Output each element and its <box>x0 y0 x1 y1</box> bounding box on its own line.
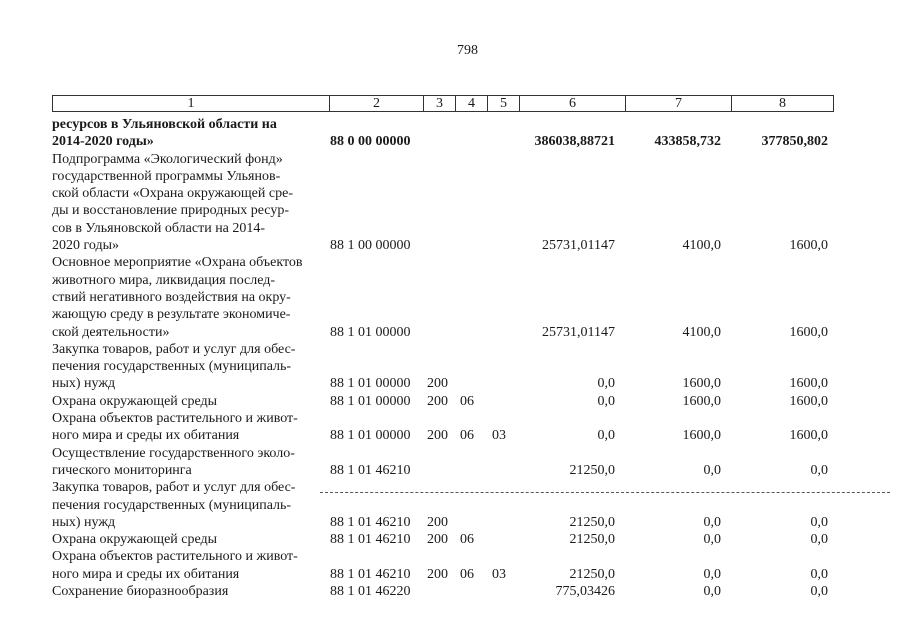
row-value-7: 0,0 <box>703 566 721 582</box>
row-value-6: 0,0 <box>597 393 615 409</box>
row-value-8: 0,0 <box>810 514 828 530</box>
row-value-8: 377850,802 <box>761 134 828 150</box>
row-code: 88 1 01 00000 <box>330 324 411 340</box>
header-row <box>53 96 834 112</box>
page-number: 798 <box>457 43 478 58</box>
row-code: 88 1 01 46210 <box>330 532 411 548</box>
table-row <box>52 445 833 480</box>
header-col-2: 2 <box>330 96 424 112</box>
row-value-6: 21250,0 <box>569 462 615 478</box>
row-name: Охрана окружающей среды <box>52 532 218 548</box>
row-value-6: 21250,0 <box>569 514 615 530</box>
row-col-3: 200 <box>427 566 448 582</box>
table-row <box>52 254 833 340</box>
row-code: 88 1 01 00000 <box>330 393 411 409</box>
row-value-6: 0,0 <box>597 428 615 444</box>
table-row <box>52 151 833 255</box>
row-name: Подпрограмма «Экологический фонд» государственной программы Ульянов- ской области «Охрана окружающей сре- ды и восстановление природных ресур- сов в Ульяновской области на 2014- 2020 годы» <box>52 151 293 254</box>
row-name: ресурсов в Ульяновской области на 2014-2020 годы» <box>52 117 277 150</box>
row-value-7: 1600,0 <box>682 428 721 444</box>
row-value-8: 1600,0 <box>789 428 828 444</box>
table-row <box>52 410 833 445</box>
row-value-7: 4100,0 <box>682 238 721 254</box>
row-col-5: 03 <box>492 428 506 444</box>
table-row <box>52 393 833 410</box>
row-value-7: 0,0 <box>703 514 721 530</box>
row-col-3: 200 <box>427 428 448 444</box>
row-value-7: 1600,0 <box>682 393 721 409</box>
row-value-8: 0,0 <box>810 584 828 600</box>
table-row <box>52 341 833 393</box>
row-value-7: 0,0 <box>703 462 721 478</box>
row-value-6: 775,03426 <box>555 584 615 600</box>
row-code: 88 1 01 46210 <box>330 514 411 530</box>
row-name: Основное мероприятие «Охрана объектов животного мира, ликвидация послед- ствий негативного воздействия на окру- жающую среду в результате экономиче- ской деятельности» <box>52 255 303 340</box>
row-value-8: 1600,0 <box>789 393 828 409</box>
table-row <box>52 583 833 600</box>
row-value-6: 386038,88721 <box>534 134 615 150</box>
header-col-8: 8 <box>732 96 834 112</box>
row-value-7: 0,0 <box>703 584 721 600</box>
row-value-6: 0,0 <box>597 376 615 392</box>
row-col-3: 200 <box>427 514 448 530</box>
row-col-3: 200 <box>427 376 448 392</box>
row-col-5: 03 <box>492 566 506 582</box>
row-col-4: 06 <box>460 393 474 409</box>
row-value-6: 21250,0 <box>569 566 615 582</box>
row-value-6: 21250,0 <box>569 532 615 548</box>
column-header-table <box>52 95 834 112</box>
row-name: Закупка товаров, работ и услуг для обес- печения государственных (муниципаль- ных) нужд <box>52 341 296 392</box>
row-value-8: 1600,0 <box>789 324 828 340</box>
row-code: 88 1 00 00000 <box>330 238 411 254</box>
row-name: Осуществление государственного эколо- гического мониторинга <box>52 445 295 478</box>
row-value-6: 25731,01147 <box>542 324 615 340</box>
row-value-7: 0,0 <box>703 532 721 548</box>
row-name: Охрана окружающей среды <box>52 393 218 409</box>
row-col-3: 200 <box>427 532 448 548</box>
table-row <box>52 531 833 548</box>
scan-artifact-dashed-line <box>320 492 890 493</box>
row-name: Охрана объектов растительного и живот- ного мира и среды их обитания <box>52 549 298 582</box>
row-col-4: 06 <box>460 428 474 444</box>
header-col-6: 6 <box>520 96 626 112</box>
row-value-8: 0,0 <box>810 566 828 582</box>
row-value-8: 0,0 <box>810 462 828 478</box>
row-code: 88 1 01 46210 <box>330 566 411 582</box>
row-value-8: 1600,0 <box>789 376 828 392</box>
row-name: Охрана объектов растительного и живот- ного мира и среды их обитания <box>52 411 298 444</box>
row-col-3: 200 <box>427 393 448 409</box>
row-name: Сохранение биоразнообразия <box>52 584 229 600</box>
row-code: 88 1 01 00000 <box>330 428 411 444</box>
table-row <box>52 479 833 531</box>
table-row <box>52 548 833 583</box>
row-col-4: 06 <box>460 566 474 582</box>
row-col-4: 06 <box>460 532 474 548</box>
header-col-3: 3 <box>424 96 456 112</box>
row-value-7: 1600,0 <box>682 376 721 392</box>
row-value-7: 433858,732 <box>654 134 721 150</box>
row-value-7: 4100,0 <box>682 324 721 340</box>
row-code: 88 1 01 46210 <box>330 462 411 478</box>
row-value-8: 0,0 <box>810 532 828 548</box>
header-col-1: 1 <box>53 96 330 112</box>
row-code: 88 1 01 46220 <box>330 584 411 600</box>
row-code: 88 0 00 00000 <box>330 134 411 150</box>
header-col-5: 5 <box>488 96 520 112</box>
header-col-4: 4 <box>456 96 488 112</box>
row-value-6: 25731,01147 <box>542 238 615 254</box>
budget-rows <box>52 116 833 600</box>
row-code: 88 1 01 00000 <box>330 376 411 392</box>
row-name: Закупка товаров, работ и услуг для обес- печения государственных (муниципаль- ных) нужд <box>52 480 296 530</box>
header-col-7: 7 <box>626 96 732 112</box>
row-value-8: 1600,0 <box>789 238 828 254</box>
table-row <box>52 116 833 151</box>
